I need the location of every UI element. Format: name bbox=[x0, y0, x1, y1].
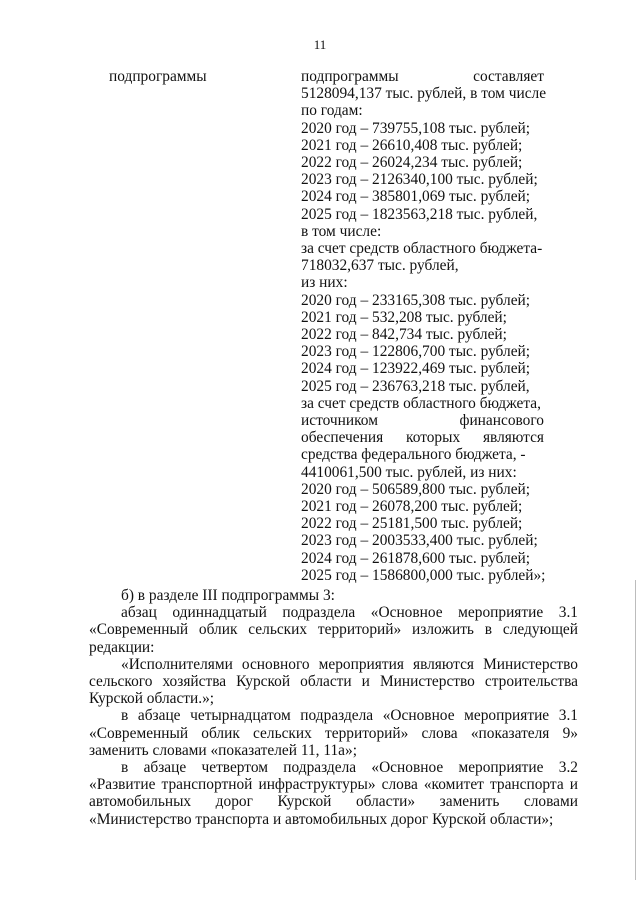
table-left-label: подпрограммы bbox=[109, 68, 207, 85]
paragraph: в абзаце четырнадцатом подраздела «Основное мероприятие 3.1 «Современный облик сельских территорий» слова «показателя 9» заменить словами «показателей 11, 11а»; bbox=[89, 707, 578, 759]
funding-line: за счет средств областного бюджета, bbox=[301, 394, 541, 412]
year-line: 2025 год – 1823563,218 тыс. рублей, bbox=[301, 205, 538, 223]
year-line: 2020 год – 233165,308 тыс. рублей; bbox=[301, 291, 531, 309]
year-line: 2024 год – 261878,600 тыс. рублей; bbox=[301, 549, 531, 567]
paragraph-item-b: б) в разделе III подпрограммы 3: bbox=[121, 587, 335, 604]
funding-line: из них: bbox=[301, 274, 348, 292]
year-line: 2024 год – 123922,469 тыс. рублей; bbox=[301, 360, 531, 378]
year-line: 2021 год – 532,208 тыс. рублей; bbox=[301, 308, 507, 326]
funding-line: обеспечения которых являются bbox=[301, 429, 544, 447]
year-line: 2024 год – 385801,069 тыс. рублей; bbox=[301, 188, 531, 206]
funding-line: 4410061,500 тыс. рублей, из них: bbox=[301, 463, 517, 481]
year-line: 2022 год – 26024,234 тыс. рублей; bbox=[301, 154, 523, 172]
funding-line bbox=[301, 68, 544, 85]
year-line: 2023 год – 122806,700 тыс. рублей; bbox=[301, 343, 531, 361]
year-line: 2022 год – 25181,500 тыс. рублей; bbox=[301, 515, 523, 533]
funding-block bbox=[301, 68, 547, 584]
year-line: 2021 год – 26078,200 тыс. рублей; bbox=[301, 498, 523, 516]
year-line: 2021 год – 26610,408 тыс. рублей; bbox=[301, 136, 523, 154]
funding-line: в том числе: bbox=[301, 222, 382, 240]
paragraph: абзац одиннадцатый подраздела «Основное мероприятие 3.1 «Современный облик сельских территорий» изложить в следующей редакции: bbox=[89, 604, 578, 656]
document-body bbox=[89, 587, 578, 828]
scan-edge-line bbox=[635, 580, 636, 880]
funding-line-right: составляет bbox=[473, 68, 544, 85]
year-line: 2025 год – 1586800,000 тыс. рублей»; bbox=[301, 566, 546, 584]
year-line: 2022 год – 842,734 тыс. рублей; bbox=[301, 326, 507, 344]
page-number: 11 bbox=[313, 37, 327, 52]
paragraph: в абзаце четвертом подраздела «Основное мероприятие 3.2 «Развитие транспортной инфраструктуры» слова «комитет транспорта и автомобильных дорог Курской области» заменить словами «Министерство транспорта и автомобильных дорог Курской области»; bbox=[89, 759, 578, 828]
funding-line: за счет средств областного бюджета- bbox=[301, 240, 543, 258]
funding-line: 718032,637 тыс. рублей, bbox=[301, 257, 459, 275]
paragraph: «Исполнителями основного мероприятия являются Министерство сельского хозяйства Курской области и Министерство строительства Курской области.»; bbox=[89, 655, 578, 708]
year-line: 2023 год – 2126340,100 тыс. рублей; bbox=[301, 171, 538, 189]
year-line: 2020 год – 739755,108 тыс. рублей; bbox=[301, 119, 531, 137]
year-line: 2025 год – 236763,218 тыс. рублей, bbox=[301, 377, 530, 395]
funding-line: средства федерального бюджета, - bbox=[301, 446, 526, 464]
funding-line: 5128094,137 тыс. рублей, в том числе bbox=[301, 85, 547, 103]
funding-line: источником финансового bbox=[301, 412, 544, 430]
funding-line: по годам: bbox=[301, 102, 363, 120]
funding-line-left: подпрограммы bbox=[301, 68, 399, 85]
year-line: 2020 год – 506589,800 тыс. рублей; bbox=[301, 480, 531, 498]
year-line: 2023 год – 2003533,400 тыс. рублей; bbox=[301, 532, 538, 550]
